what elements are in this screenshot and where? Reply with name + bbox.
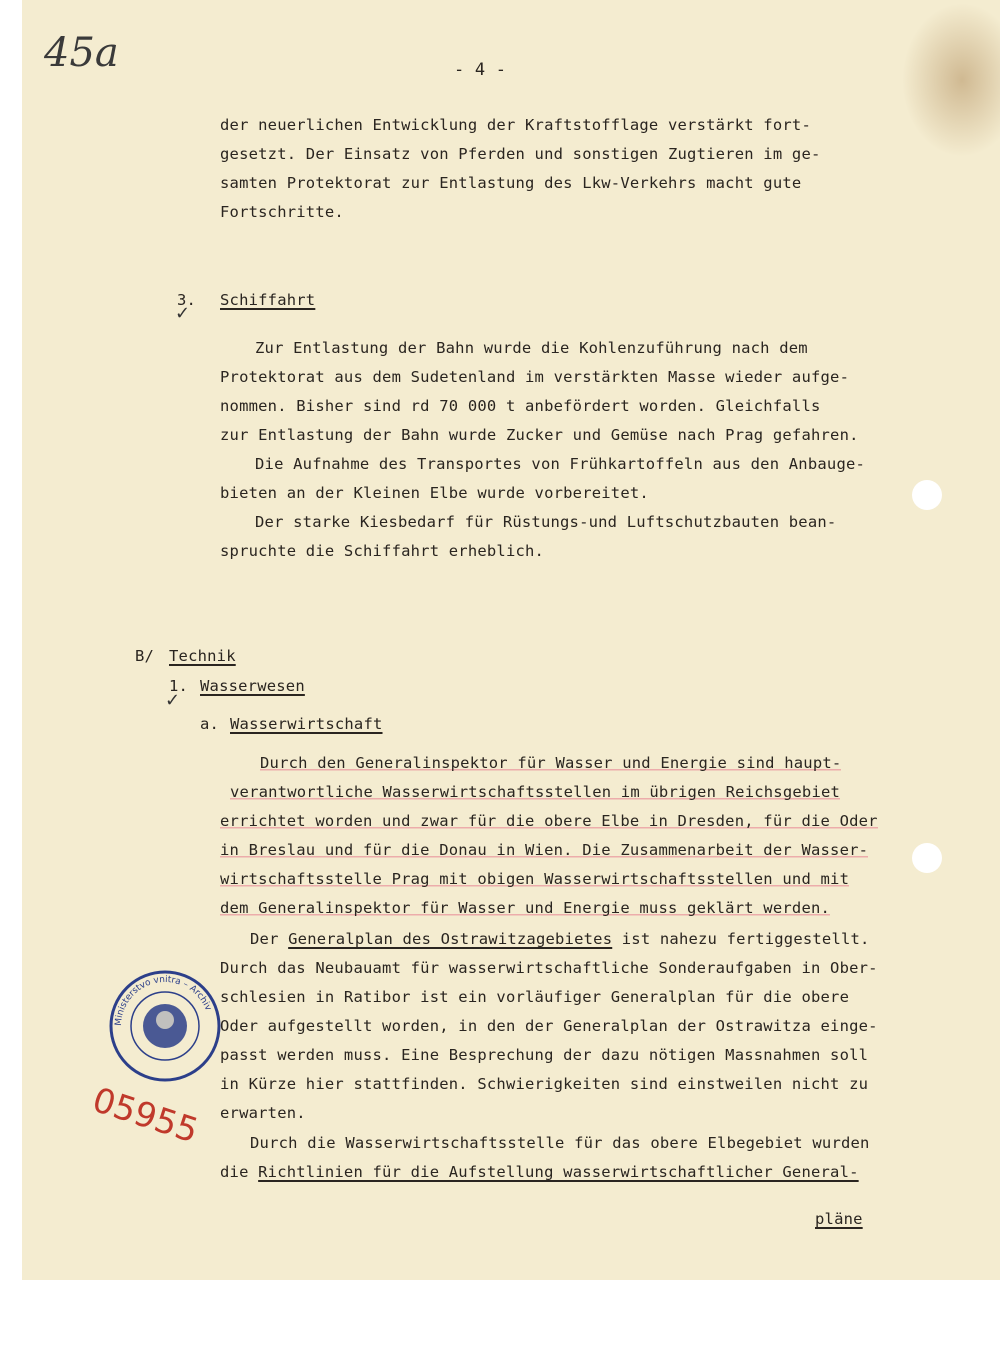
punch-hole xyxy=(912,480,942,510)
paragraph-2-line: Oder aufgestellt worden, in den der Generalplan der Ostrawitza einge- xyxy=(220,1017,878,1035)
section-3-line: Protektorat aus dem Sudetenland im verstärkten Masse wieder aufge- xyxy=(220,368,850,386)
section-3-line: Die Aufnahme des Transportes von Frühkartoffeln aus den Anbauge- xyxy=(255,455,866,473)
paragraph-2-line: Durch das Neubauamt für wasserwirtschaftliche Sonderaufgaben in Ober- xyxy=(220,959,878,977)
paragraph-2-text: ist nahezu fertiggestellt. xyxy=(612,930,870,948)
subsection-a-number: a. xyxy=(200,715,220,733)
intro-line: Fortschritte. xyxy=(220,203,344,221)
intro-line: samten Protektorat zur Entlastung des Lkw-Verkehrs macht gute xyxy=(220,174,802,192)
section-3-line: Zur Entlastung der Bahn wurde die Kohlenzuführung nach dem xyxy=(255,339,808,357)
stamp-text: Ministerstvo vnitra – Archiv xyxy=(113,974,213,1027)
section-3-line: spruchte die Schiffahrt erheblich. xyxy=(220,542,545,560)
paragraph-2-line: erwarten. xyxy=(220,1104,306,1122)
paragraph-2-line: in Kürze hier stattfinden. Schwierigkeiten sind einstweilen nicht zu xyxy=(220,1075,869,1093)
paragraph-3-underlined: Richtlinien für die Aufstellung wasserwirtschaftlicher General- xyxy=(258,1163,859,1181)
intro-line: der neuerlichen Entwicklung der Kraftstofflage verstärkt fort- xyxy=(220,116,811,134)
stamp-number: 05955 xyxy=(87,1080,203,1152)
paragraph-3-line xyxy=(220,1163,859,1181)
section-3-line: nommen. Bisher sind rd 70 000 t anbefördert worden. Gleichfalls xyxy=(220,397,821,415)
section-3-number: 3. xyxy=(177,291,197,309)
paragraph-1-line: in Breslau und für die Donau in Wien. Die Zusammenarbeit der Wasser- xyxy=(220,841,869,859)
subsection-1-number: 1. xyxy=(169,677,189,695)
catchword: pläne xyxy=(815,1210,863,1228)
section-3-line: Der starke Kiesbedarf für Rüstungs-und Luftschutzbauten bean- xyxy=(255,513,837,531)
document-page xyxy=(22,0,1000,1280)
check-mark-icon: ✓ xyxy=(175,303,191,324)
paragraph-2-line: schlesien in Ratibor ist ein vorläufiger Generalplan für die obere xyxy=(220,988,850,1006)
archive-stamp-icon xyxy=(107,968,223,1084)
section-3-title: Schiffahrt xyxy=(220,291,316,309)
section-3-line: bieten an der Kleinen Elbe wurde vorbereitet. xyxy=(220,484,649,502)
handwritten-folio-number: 45a xyxy=(44,30,119,76)
paragraph-3-line: Durch die Wasserwirtschaftsstelle für das obere Elbegebiet wurden xyxy=(250,1134,870,1152)
paragraph-2-first-line xyxy=(250,930,870,948)
punch-hole xyxy=(912,843,942,873)
section-3-line: zur Entlastung der Bahn wurde Zucker und Gemüse nach Prag gefahren. xyxy=(220,426,859,444)
paragraph-1-line: errichtet worden und zwar für die obere Elbe in Dresden, für die Oder xyxy=(220,812,878,830)
section-b-title: Technik xyxy=(169,647,236,665)
intro-line: gesetzt. Der Einsatz von Pferden und sonstigen Zugtieren im ge- xyxy=(220,145,821,163)
subsection-a-title: Wasserwirtschaft xyxy=(230,715,383,733)
paragraph-2-line: passt werden muss. Eine Besprechung der dazu nötigen Massnahmen soll xyxy=(220,1046,869,1064)
page-number: - 4 - xyxy=(454,60,507,80)
paragraph-2-underlined: Generalplan des Ostrawitzagebietes xyxy=(288,930,613,948)
check-mark-icon: ✓ xyxy=(165,690,181,711)
paragraph-1-line: verantwortliche Wasserwirtschaftsstellen im übrigen Reichsgebiet xyxy=(230,783,841,801)
paragraph-2-text: Der xyxy=(250,930,289,948)
section-b-prefix: B/ xyxy=(135,647,155,665)
paragraph-1-line: dem Generalinspektor für Wasser und Energie muss geklärt werden. xyxy=(220,899,831,917)
paragraph-1-line: wirtschaftsstelle Prag mit obigen Wasserwirtschaftsstellen und mit xyxy=(220,870,850,888)
paragraph-3-text: die xyxy=(220,1163,259,1181)
subsection-1-title: Wasserwesen xyxy=(200,677,305,695)
paragraph-1-line: Durch den Generalinspektor für Wasser und Energie sind haupt- xyxy=(260,754,842,772)
